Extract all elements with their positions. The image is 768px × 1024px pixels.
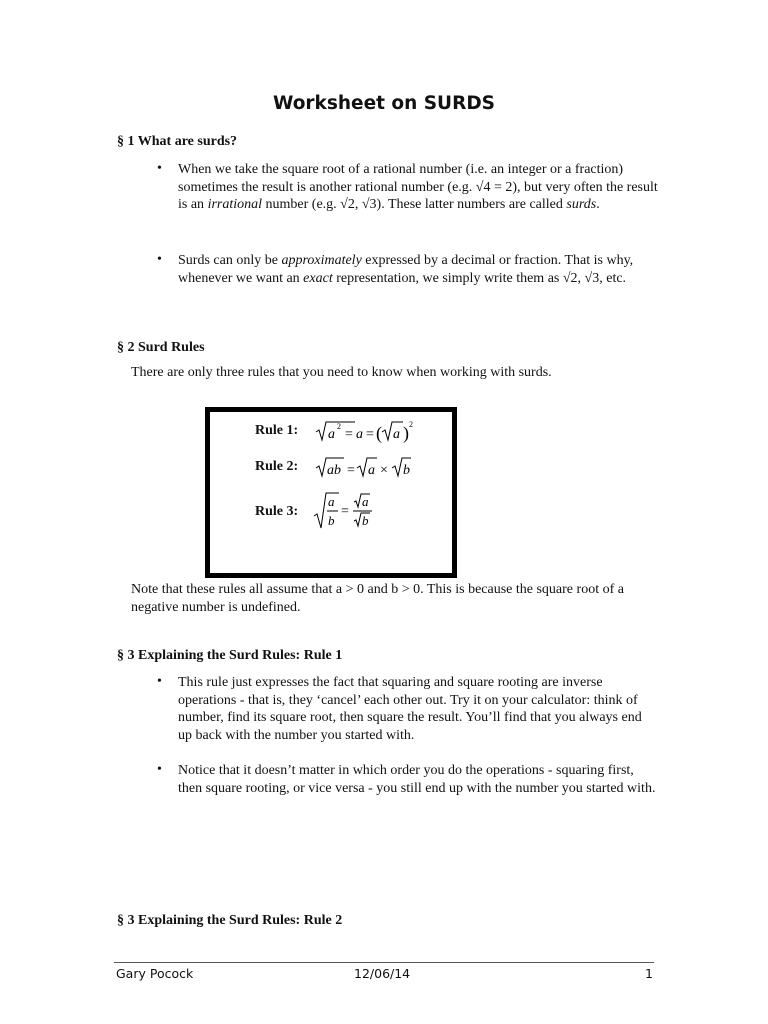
svg-text:=: = (341, 504, 349, 519)
svg-text:×: × (380, 463, 388, 478)
section-1-bullet-1: When we take the square root of a rational number (i.e. an integer or a fraction) sometimes the result is another rational number (e.g. √4 = 2), but very often the result is an irrational number (e.g. √2, √3). These latter numbers are called surds. (178, 162, 658, 212)
svg-text:b: b (403, 463, 410, 478)
svg-text:a: a (356, 427, 363, 442)
svg-text:): ) (403, 423, 409, 443)
footer-divider (114, 962, 654, 963)
svg-text:b: b (328, 513, 335, 528)
svg-text:2: 2 (337, 422, 341, 431)
svg-text:a: a (393, 427, 400, 442)
section-3-bullet-1: This rule just expresses the fact that squaring and square rooting are inverse operations - that is, they ‘cancel’ each other out. Try it on your calculator: think of number, find its square root, then square the result. You’ll find that you always end up back with the number you started with. (178, 675, 642, 743)
footer-date: 12/06/14 (354, 966, 411, 981)
svg-text:a: a (368, 463, 375, 478)
rule-3-label: Rule 3: (255, 504, 299, 519)
rule-3-formula (312, 490, 392, 532)
svg-text:ab: ab (327, 463, 341, 478)
svg-text:=: = (347, 463, 355, 478)
rule-2-label: Rule 2: (255, 459, 299, 474)
page-title: Worksheet on SURDS (272, 93, 496, 114)
svg-text:(: ( (376, 423, 382, 443)
section-3-bullet-2: Notice that it doesn’t matter in which order you do the operations - squaring first, then square rooting, or vice versa - you still end up with the number you started with. (178, 763, 656, 796)
section-2-note: Note that these rules all assume that a > 0 and b > 0. This is because the square root of a negative number is undefined. (131, 582, 624, 615)
svg-text:a: a (362, 494, 369, 509)
footer-page-number: 1 (645, 966, 653, 981)
svg-text:a: a (328, 494, 335, 509)
rule-1-label: Rule 1: (255, 423, 299, 438)
section-1-bullet-2: Surds can only be approximately expressed by a decimal or fraction. That is why, whenever we want an exact representation, we simply write them as √2, √3, etc. (178, 253, 634, 286)
svg-text:a: a (328, 427, 335, 442)
rule-2-formula (314, 454, 424, 480)
footer-author: Gary Pocock (116, 966, 194, 981)
svg-text:=: = (366, 427, 374, 442)
bullet-icon: • (157, 161, 162, 176)
bullet-icon: • (157, 762, 162, 777)
bullet-icon: • (157, 674, 162, 689)
svg-text:2: 2 (409, 420, 413, 429)
svg-text:b: b (362, 513, 369, 528)
section-4-heading: § 3 Explaining the Surd Rules: Rule 2 (117, 913, 343, 928)
bullet-icon: • (157, 252, 162, 267)
svg-text:=: = (345, 427, 353, 442)
section-3-heading: § 3 Explaining the Surd Rules: Rule 1 (117, 648, 343, 663)
rule-1-formula (314, 418, 424, 444)
section-2-intro: There are only three rules that you need to know when working with surds. (131, 365, 552, 380)
section-1-heading: § 1 What are surds? (117, 134, 238, 149)
section-2-heading: § 2 Surd Rules (117, 340, 205, 355)
